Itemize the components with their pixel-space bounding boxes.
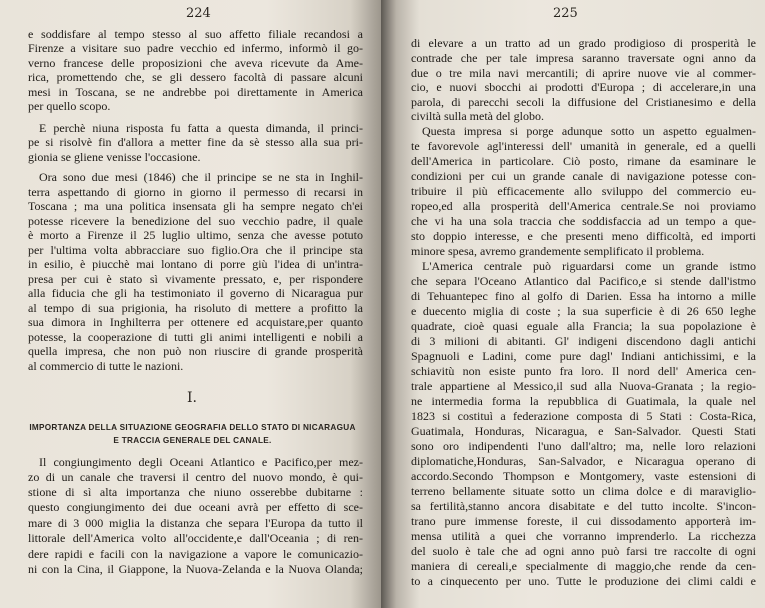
text-line: littorale dell'America volto all'occidente,e dall'Oceania ; di ren- (28, 531, 363, 545)
text-line: zo di un canale che traversi il centro del nuovo mondo, è qui- (28, 470, 363, 484)
text-line: E perchè niuna risposta fu fatta a questa dimanda, il princi- (39, 121, 363, 135)
text-line: al commercio di tutte le nazioni. (28, 359, 184, 373)
text-line: di 3 milioni di abitanti. Gl' indigeni discendono dagli antichi (411, 334, 756, 348)
text-line: che separa l'Oceano Atlantico dal Pacifico,e si stende dall'istmo (411, 274, 756, 288)
text-line: terreno bellamente situate sotto un clima dolce e di maraviglio- (411, 484, 756, 498)
text-line: di Tehuantepec fino al golfo di Darien. Essa ha intorno a mille (411, 289, 756, 303)
text-line: di elevare a un tratto ad un grado prodigioso di prosperità le (411, 36, 756, 50)
text-line: Questa impresa si porge adunque sotto un aspetto egualmen- (422, 124, 756, 138)
section-heading: IMPORTANZA DELLA SITUAZIONE GEOGRAFIA DELLO STATO DI NICARAGUA (29, 423, 356, 432)
text-line: del suolo è tale che ad ogni anno può farsi tre raccolte di ogni (411, 544, 756, 558)
text-line: mensa utilità a quei che vorranno imprenderlo. La ricchezza (411, 529, 756, 543)
text-line: e soddisfare al tempo stesso al suo affetto filiale recandosi a (28, 27, 363, 41)
text-line: parola, di parecchi secoli la diffusione del Cristianesimo e della (411, 95, 756, 109)
text-line: verno francese delle proposizioni che aveva ricevute da Ame- (28, 56, 363, 70)
text-line: che vi ha una sola traccia che soddisfaccia ad un tempo a que- (411, 214, 756, 228)
text-line: te favorevole agl'interessi dell' umanità in generale, ed a quelli (411, 139, 756, 153)
text-line: questo congiungimento dei due oceani avrà per effetto di sce- (28, 500, 363, 514)
text-line: civiltà sulla metà del globo. (411, 109, 544, 123)
text-line: trano pure immense foreste, il cui dissodamento apporterà im- (411, 514, 756, 528)
text-line: ropeo,ed alla prosperità dell'America centrale.Se noi proviamo (411, 199, 756, 213)
text-line: quella impresa, che non può non riuscire di grande prosperità (28, 344, 363, 358)
text-line: Firenze a visitare suo padre vecchio ed infermo, informò il go- (28, 41, 363, 55)
text-line: minore spesa, avremo grandemente semplificato il problema. (411, 244, 705, 258)
left-page (0, 0, 381, 608)
text-line: presa per cui è stato sì vivamente pressato, e, per rispondere (28, 272, 363, 286)
text-line: ne intermedia forma la repubblica di Guatimala, la quale nel (411, 394, 756, 408)
text-line: Toscana ; ma una politica insensata gli ha sempre negato ch'ei (28, 199, 363, 213)
text-line: Il congiungimento degli Oceani Atlantico e Pacifico,per mez- (39, 455, 363, 469)
text-line: terra aspettando di giorno in giorno il permesso di recarsi in (28, 185, 363, 199)
text-line: contrade che per tale impresa saranno traversate ogni anno da (411, 51, 756, 65)
text-line: sa fertilità,stanno ancora disabitate e del tutto incolte. S'incon- (411, 499, 756, 513)
text-line: mesi in Toscana, se ne andrebbe poi direttamente in America (28, 85, 363, 99)
text-line: potesse, la cooperazione di tutti gli animi intelligenti e nobili a (28, 330, 363, 344)
text-line: Spagnuoli e Ladini, come pure dagl' Indiani antichissimi, e la (411, 349, 756, 363)
text-line: e duecento miglia di coste ; la sua superficie è di 26 650 leghe (411, 304, 756, 318)
text-line: Ora sono due mesi (1846) che il principe se ne sta in Inghil- (39, 170, 363, 184)
text-line: pe si risolvè fin d'allora a metter fine da sè stesso alla sua pri- (28, 135, 363, 149)
text-line: potesse ricevere la benedizione del suo vecchio padre, il quale (28, 214, 363, 228)
text-line: per quello scopo. (28, 99, 111, 113)
text-line: quadrate, cioè quasi eguale alla Francia; la sua popolazione è (411, 319, 756, 333)
text-line: ni con la Cina, il Giappone, la Nuova-Zelanda e la Nuova Olanda; (28, 562, 363, 576)
text-line: maniera di cereali,e specialmente di maggio,che rende da cen- (411, 559, 756, 573)
text-line: tribuire il più efficacemente allo sviluppo del commercio eu- (411, 184, 756, 198)
text-line: to a cinquecento per uno. Tutte le produzione dei climi caldi e (411, 574, 756, 588)
section-heading: E TRACCIA GENERALE DEL CANALE. (113, 436, 272, 445)
section-number: I. (187, 390, 197, 406)
text-line: condizioni per cui un grande canale di navigazione potesse con- (411, 169, 756, 183)
text-line: cio, e nuovi sbocchi ai prodotti d'Europa ; di accelerare,in una (411, 80, 756, 94)
text-line: alla fiducia che gli ha testimoniato il governo di Nicaragua pur (28, 286, 363, 300)
text-line: due o tre mila navi mercantili; di aprire nuove vie al commer- (411, 66, 756, 80)
text-line: L'America centrale può riguardarsi come un grande istmo (422, 259, 756, 273)
text-line: mare di 3 000 miglia la distanza che separa l'Europa da tutto il (28, 516, 363, 530)
text-line: dell'America in particolare. Ciò posto, rimane da esaminare le (411, 154, 756, 168)
text-line: 1823 si costituì a federazione composta di 5 Stati : Costa-Rica, (411, 409, 756, 423)
page-number: 224 (186, 6, 211, 21)
text-line: sto doppio interesse, e che presenti meno difficoltà, ed importi (411, 229, 756, 243)
page-number: 225 (553, 6, 578, 21)
right-page (381, 0, 765, 608)
text-line: diplomatiche,Honduras, San-Salvador, e Nicaragua operano di (411, 454, 756, 468)
text-line: sono oro indipendenti l'uno dall'altro; ma, nelle loro relazioni (411, 439, 756, 453)
text-line: è morto a Firenze il 25 luglio ultimo, senza che avesse potuto (28, 228, 363, 242)
text-line: in esilio, è piucchè mai lontano di porre giù l'idea di un'intra- (28, 257, 363, 271)
text-line: sua dimora in Inghilterra per ottenere ed acquistare,per quanto (28, 315, 363, 329)
text-line: per l'ultima volta abbracciare suo figlio.Ora che il principe sta (28, 243, 363, 257)
text-line: schiavitù non esiste punto fra loro. Il nord dell' America cen- (411, 364, 756, 378)
text-line: trale appartiene al Messico,il sud alla Nuova-Granata ; la regio- (411, 379, 756, 393)
text-line: Guatimala, Honduras, Nicaragua, e San-Salvador. Questi Stati (411, 424, 756, 438)
text-line: accordo.Secondo Thompson e Montgomery, vaste estensioni di (411, 469, 756, 483)
text-line: al tempo di sua prigionia, ha risoluto di mettere a profitto la (28, 301, 363, 315)
text-line: stione di sì alta importanza che niuno osserebbe dubitarne : (28, 485, 363, 499)
text-line: rica, promettendo che, se gli dessero facoltà di passare alcuni (28, 70, 363, 84)
text-line: dere rapidi e facili con la navigazione a vapore le comunicazio- (28, 547, 363, 561)
text-line: gionia se gliene venisse l'occasione. (28, 150, 201, 164)
